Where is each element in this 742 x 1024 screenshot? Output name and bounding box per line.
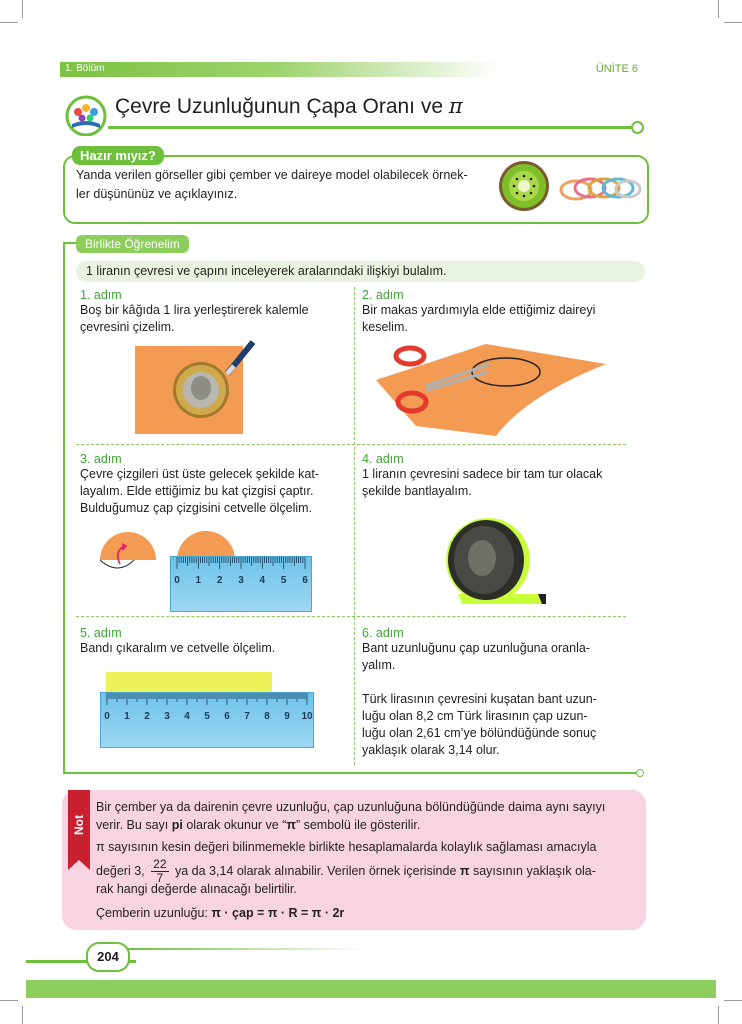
- ruler-tick-label: 2: [216, 575, 223, 586]
- note-text-part: ” sembolü ile gösterilir.: [295, 818, 421, 832]
- step-5-line: Bandı çıkaralım ve cetvelle ölçelim.: [80, 641, 276, 655]
- learn-frame-top: [63, 242, 77, 244]
- page-title: [115, 94, 463, 119]
- note-p1-line1: Bir çember ya da dairenin çevre uzunluğu, çap uzunluğuna bölündüğünde daima aynı sayıyı: [96, 800, 606, 814]
- ruler-step-5: [100, 692, 314, 748]
- ruler-tick-label: 6: [224, 711, 230, 722]
- ready-text: [76, 166, 496, 204]
- step-6-line: yaklaşık olarak 3,14 olur.: [362, 743, 500, 757]
- step-6-line: luğu olan 2,61 cm’ye bölündüğünde sonuç: [362, 726, 597, 740]
- bracelets-image: [558, 170, 642, 206]
- step-3-head: 3. adım: [80, 452, 122, 466]
- page-number: 204: [86, 942, 130, 972]
- note-formula: [96, 904, 344, 922]
- footer-bar: [26, 980, 716, 998]
- ruler-tick-label: 3: [238, 575, 244, 586]
- ruler-tick-label: 1: [195, 575, 202, 586]
- kiwi-image: [498, 160, 550, 212]
- ruler-tick-label: 4: [259, 575, 266, 586]
- step-2-line: Bir makas yardımıyla elde ettiğimiz daireyi: [362, 303, 596, 317]
- note-pi-symbol: π: [286, 818, 296, 832]
- step-3-line: Çevre çizgileri üst üste gelecek şekilde kat-: [80, 467, 319, 481]
- learn-tab: Birlikte Öğrenelim: [76, 235, 189, 253]
- intro-banner: [76, 261, 645, 282]
- book-logo-icon: [62, 94, 110, 136]
- grid-vertical-divider: [354, 287, 355, 765]
- ruler-tick-label: 4: [184, 711, 190, 722]
- ruler-tick-label: 10: [301, 711, 313, 722]
- step-6-line: [362, 674, 624, 691]
- step-6: [362, 626, 624, 759]
- ruler-tick-label: 0: [174, 575, 180, 586]
- step-1: [80, 288, 342, 336]
- ruler-tick-label: 5: [204, 711, 210, 722]
- learn-frame-left: [63, 242, 65, 772]
- ready-tab: Hazır mıyız?: [72, 146, 164, 165]
- ruler-tick-label: 6: [302, 575, 308, 586]
- step-4-line: şekilde bantlayalım.: [362, 484, 472, 498]
- section-bar: [60, 62, 500, 77]
- note-p1: [96, 798, 605, 834]
- title-line-dot: [631, 121, 644, 134]
- tape-strip: [106, 672, 272, 694]
- note-text-part: ya da 3,14 olarak alınabilir. Verilen örnek içerisinde: [174, 863, 457, 878]
- ruler-tick-label: 1: [124, 711, 130, 722]
- fraction-numerator: 22: [153, 857, 167, 871]
- formula-label: Çemberin uzunluğu:: [96, 906, 208, 920]
- ruler-tick-label: 2: [144, 711, 150, 722]
- footer-line-fade: [125, 948, 365, 950]
- coin-on-paper-image: [135, 336, 260, 436]
- scissors-cutting-image: [376, 336, 608, 440]
- note-pi-symbol: π: [459, 863, 470, 878]
- step-2-line: keselim.: [362, 320, 408, 334]
- step-6-line: Türk lirasının çevresini kuşatan bant uzun-: [362, 692, 597, 706]
- note-p1-line2: [96, 816, 605, 834]
- note-tag-point: [68, 860, 90, 870]
- note-text-part: değeri 3,: [96, 863, 145, 878]
- note-label: Not: [72, 815, 86, 835]
- folded-circle-image: [98, 530, 158, 576]
- grid-divider-2: [76, 616, 626, 617]
- title-text: Çevre Uzunluğunun Çapa Oranı ve: [115, 95, 444, 118]
- step-5: [80, 626, 342, 657]
- step-5-head: 5. adım: [80, 626, 122, 640]
- step-1-line: çevresini çizelim.: [80, 320, 175, 334]
- step-4-head: 4. adım: [362, 452, 404, 466]
- unit-label: ÜNİTE 6: [595, 63, 638, 75]
- step-1-line: Boş bir kâğıda 1 lira yerleştirerek kalemle: [80, 303, 309, 317]
- ruler-tick-label: 7: [244, 711, 250, 722]
- pi-symbol: π: [448, 94, 463, 118]
- note-p2: [96, 838, 597, 856]
- title-underline: [108, 126, 638, 129]
- note-pi-word: pi: [171, 818, 183, 832]
- ruler-tick-label: 0: [104, 711, 110, 722]
- step-6-head: 6. adım: [362, 626, 404, 640]
- taped-coin-image: [438, 514, 546, 608]
- grid-divider-1: [76, 444, 626, 445]
- fraction-denominator: 7: [156, 871, 164, 885]
- ruler-tick-label: 9: [284, 711, 290, 722]
- step-2-head: 2. adım: [362, 288, 404, 302]
- step-4: [362, 452, 624, 500]
- step-3: [80, 452, 350, 517]
- ready-text-line-1: Yanda verilen görseller gibi çember ve daireye model olabilecek örnek-: [76, 168, 468, 182]
- step-4-line: 1 liranın çevresini sadece bir tam tur olacak: [362, 467, 603, 481]
- intro-text: 1 liranın çevresi ve çapını inceleyerek aralarındaki ilişkiyi bulalım.: [86, 264, 447, 278]
- note-text-part: verir. Bu sayı: [96, 818, 172, 832]
- learn-frame-bottom: [63, 772, 639, 774]
- formula-text: π · çap = π · R = π · 2r: [211, 906, 345, 920]
- step-1-head: 1. adım: [80, 288, 122, 302]
- ready-text-line-2: ler düşününüz ve açıklayınız.: [76, 187, 238, 201]
- note-p2-line1: π sayısının kesin değeri bilinmemekle birlikte hesaplamalarda kolaylık sağlaması amacıyla: [96, 840, 597, 854]
- step-3-line: Bulduğumuz çap çizgisini cetvelle ölçelim.: [80, 501, 313, 515]
- step-6-line: Bant uzunluğunu çap uzunluğuna oranla-: [362, 641, 590, 655]
- step-6-line: luğu olan 8,2 cm Türk lirasının çap uzun-: [362, 709, 588, 723]
- ruler-tick-label: 3: [164, 711, 170, 722]
- ruler-tick-label: 8: [264, 711, 270, 722]
- ruler-tick-label: 5: [280, 575, 287, 586]
- step-2: [362, 288, 624, 336]
- section-label: 1. Bölüm: [65, 63, 105, 74]
- note-text-part: sayısının yaklaşık ola-: [472, 863, 596, 878]
- step-3-line: layalım. Elde ettiğimiz bu kat çizgisi çaptır.: [80, 484, 314, 498]
- learn-frame-dot: [636, 769, 644, 777]
- ruler-step-3: [170, 556, 312, 612]
- note-text-part: olarak okunur ve “: [182, 818, 287, 832]
- note-p2-line3: rak hangi değerde alınacağı belirtilir.: [96, 882, 297, 896]
- step-6-line: yalım.: [362, 658, 396, 672]
